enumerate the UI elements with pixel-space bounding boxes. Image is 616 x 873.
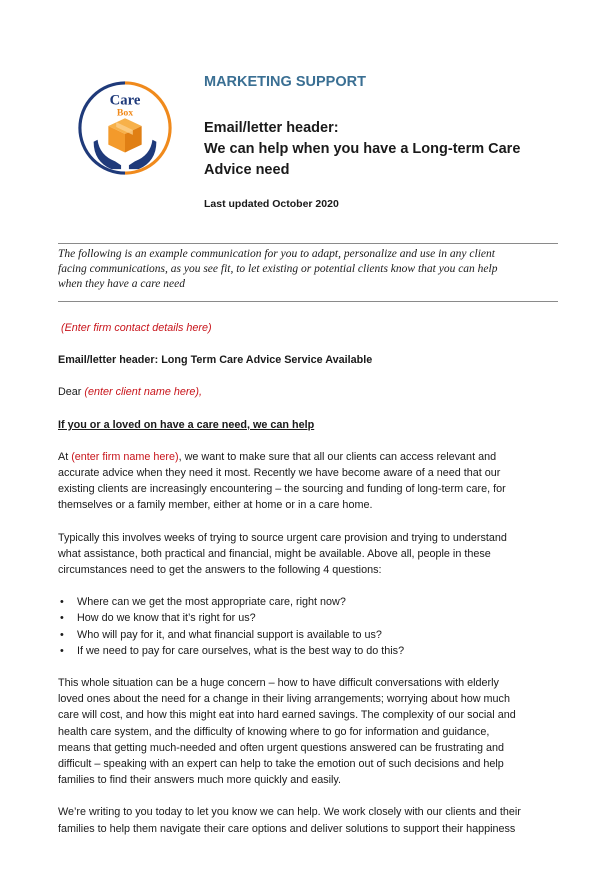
- list-item: • Who will pay for it, and what financial support is available to us?: [58, 627, 560, 643]
- letter-subheading: If you or a loved on have a care need, we can help: [58, 418, 315, 431]
- firm-name-placeholder: (enter firm name here): [71, 450, 179, 463]
- logo-text-care: Care: [109, 92, 141, 109]
- p1-line-3: existing clients are increasingly encountering – the sourcing and funding of long-term care, for: [58, 483, 506, 496]
- p2-line-2: what assistance, both practical and financial, might be available. Above all, people in these: [58, 547, 491, 560]
- p3-line-7: families to find their answers much more quickly and easily.: [58, 774, 342, 787]
- p2-line-3: circumstances need to get the answers to the following 4 questions:: [58, 564, 382, 577]
- list-item: • If we need to pay for care ourselves, what is the best way to do this?: [58, 643, 560, 659]
- intro-note: [58, 247, 558, 292]
- paragraph-2: [58, 530, 560, 579]
- p1-line-2: accurate advice when they need it most. Recently we have become aware of a need that our: [58, 467, 501, 480]
- document-title: [204, 118, 564, 181]
- title-line-3: Advice need: [204, 162, 290, 178]
- email-header-line: Email/letter header: Long Term Care Advice Service Available: [58, 354, 373, 367]
- title-line-1: Email/letter header:: [204, 120, 339, 136]
- p3-line-6: difficult – speaking with an expert can help to take the emotion out of such decisions and help: [58, 758, 504, 771]
- paragraph-4: [58, 804, 560, 836]
- last-updated: Last updated October 2020: [204, 198, 339, 210]
- section-kicker: MARKETING SUPPORT: [204, 74, 366, 90]
- p2-line-1: Typically this involves weeks of trying to source urgent care provision and trying to understand: [58, 531, 507, 544]
- intro-line-3: when they have a care need: [58, 278, 185, 290]
- list-item: • How do we know that it’s right for us?: [58, 610, 560, 626]
- p4-line-1: We’re writing to you today to let you know we can help. We work closely with our clients and their: [58, 806, 521, 819]
- questions-list: [58, 594, 560, 659]
- logo-text-box: Box: [116, 107, 134, 119]
- header-block: [204, 74, 564, 210]
- top-divider: [58, 243, 558, 244]
- bottom-divider: [58, 301, 558, 302]
- salutation-dear: Dear: [58, 386, 85, 399]
- client-name-placeholder: (enter client name here),: [84, 386, 203, 399]
- letter-body: [58, 320, 560, 837]
- contact-placeholder: (Enter firm contact details here): [61, 322, 212, 334]
- intro-line-1: The following is an example communication for you to adapt, personalize and use in any client: [58, 248, 495, 260]
- intro-line-2: facing communications, as you see fit, to let existing or potential clients know that you can help: [58, 263, 498, 275]
- paragraph-3: [58, 675, 560, 788]
- p1-line-4: themselves or a family member, either at home or in a care home.: [58, 499, 373, 512]
- title-line-2: We can help when you have a Long-term Care: [204, 141, 521, 157]
- p3-line-2: loved ones about the need for a change in their living arrangements; worrying about how much: [58, 693, 510, 706]
- paragraph-1: [58, 449, 560, 514]
- p3-line-4: health care system, and the difficulty of knowing where to go for information and guidance,: [58, 725, 490, 738]
- p3-line-3: care will cost, and how this might eat into hard earned savings. The complexity of our social and: [58, 709, 516, 722]
- list-item: • Where can we get the most appropriate care, right now?: [58, 594, 560, 610]
- salutation: [58, 384, 560, 400]
- p4-line-2: families to help them navigate their care options and deliver solutions to support their happiness: [58, 822, 516, 835]
- care-box-logo-icon: [76, 79, 174, 177]
- p3-line-5: means that getting much-needed and often urgent questions answered can be frustrating and: [58, 741, 504, 754]
- p1-line-1-rest: , we want to make sure that all our clients can access relevant and: [178, 450, 497, 463]
- p1-prefix: At: [58, 450, 72, 463]
- p3-line-1: This whole situation can be a huge concern – how to have difficult conversations with elderly: [58, 677, 499, 690]
